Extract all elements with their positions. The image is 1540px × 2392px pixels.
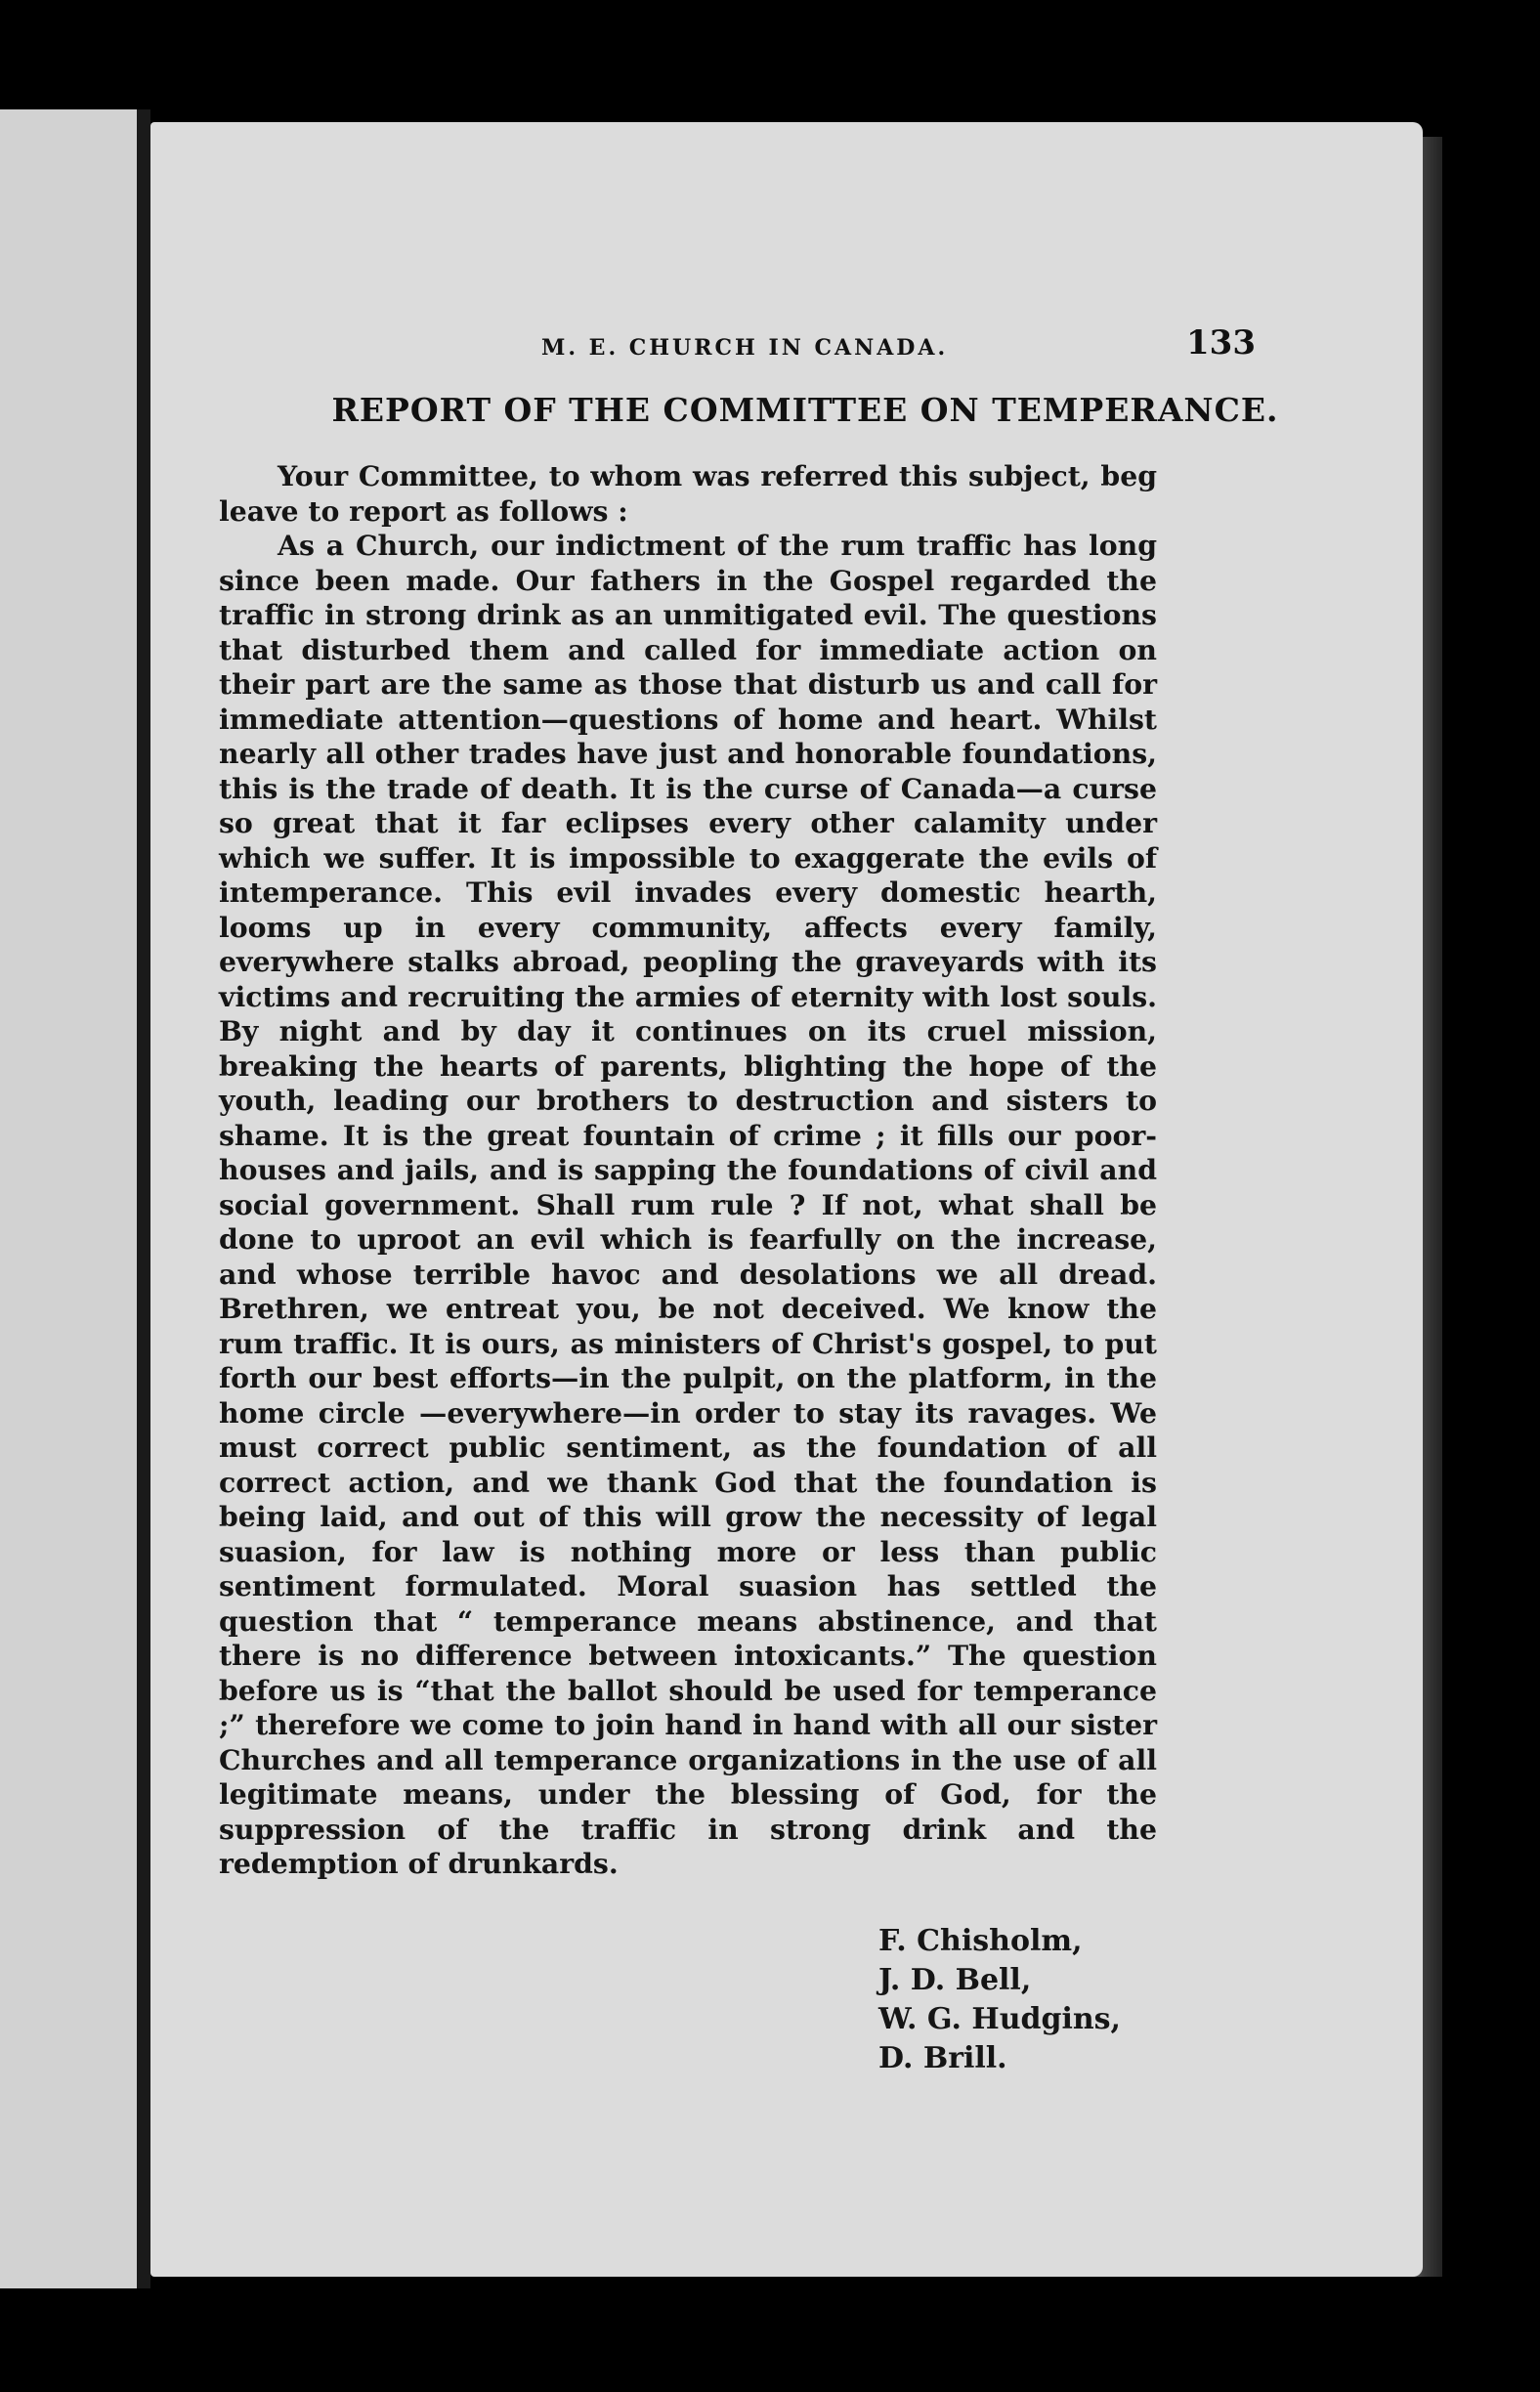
paragraph-main: As a Church, our indictment of the rum traffic has long since been made. Our fathers in the Gospel regarded the traffic in strong drink as an unmitigated evil. The questions that disturbed them and called for immediate action on their part are the same as those that disturb us and call for immediate attention—questions of home and heart. Whilst nearly all other trades have just and honorable foundations, this is the trade of death. It is the curse of Canada—a curse so great that it far eclipses every other calamity under which we suffer. It is impossible to exaggerate the evils of intemperance. This evil invades every domestic hearth, looms up in every community, affects every family, everywhere stalks abroad, peopling the graveyards with its victims and recruiting the armies of eternity with lost souls. By night and by day it continues on its cruel mission, breaking the hearts of parents, blighting the hope of the youth, leading our brothers to destruction and sisters to shame. It is the great fountain of crime ; it fills our poor-houses and jails, and is sapping the foundations of civil and social government. Shall rum rule ? If not, what shall be done to uproot an evil which is fearfully on the increase, and whose terrible havoc and desolations we all dread. Brethren, we entreat you, be not deceived. We know the rum traffic. It is ours, as ministers of Christ's gospel, to put forth our best efforts—in the pulpit, on the platform, in the home circle —everywhere—in order to stay its ravages. We must correct public sentiment, as the foundation of all correct action, and we thank God that the foundation is being laid, and out of this will grow the necessity of legal suasion, for law is nothing more or less than public sentiment formulated. Moral suasion has settled the question that “ temperance means abstinence, and that there is no difference between intoxicants.” The question before us is “that the ballot should be used for temperance ;” therefore we come to join hand in hand with all our sister Churches and all temperance organizations in the use of all legitimate means, under the blessing of God, for the suppression of the traffic in strong drink and the redemption of drunkards. [219, 529, 1157, 1880]
page-number: 133 [1186, 323, 1256, 363]
running-head [209, 323, 1364, 363]
book-spine [137, 109, 150, 2288]
report-title: REPORT OF THE COMMITTEE ON TEMPERANCE. [331, 391, 1279, 429]
report-body [219, 459, 1157, 1882]
paragraph-intro: Your Committee, to whom was referred this subject, beg leave to report as follows : [219, 459, 1157, 528]
left-page-edge [0, 109, 137, 2288]
signature-bell: J. D. Bell, [878, 1963, 1032, 1997]
signature-hudgins: W. G. Hudgins, [878, 2002, 1121, 2036]
book-page [150, 122, 1423, 2277]
signature-chisholm: F. Chisholm, [878, 1924, 1083, 1958]
signature-brill: D. Brill. [878, 2041, 1007, 2075]
signatures [878, 1922, 1121, 2078]
running-title: M. E. CHURCH IN CANADA. [541, 335, 949, 361]
